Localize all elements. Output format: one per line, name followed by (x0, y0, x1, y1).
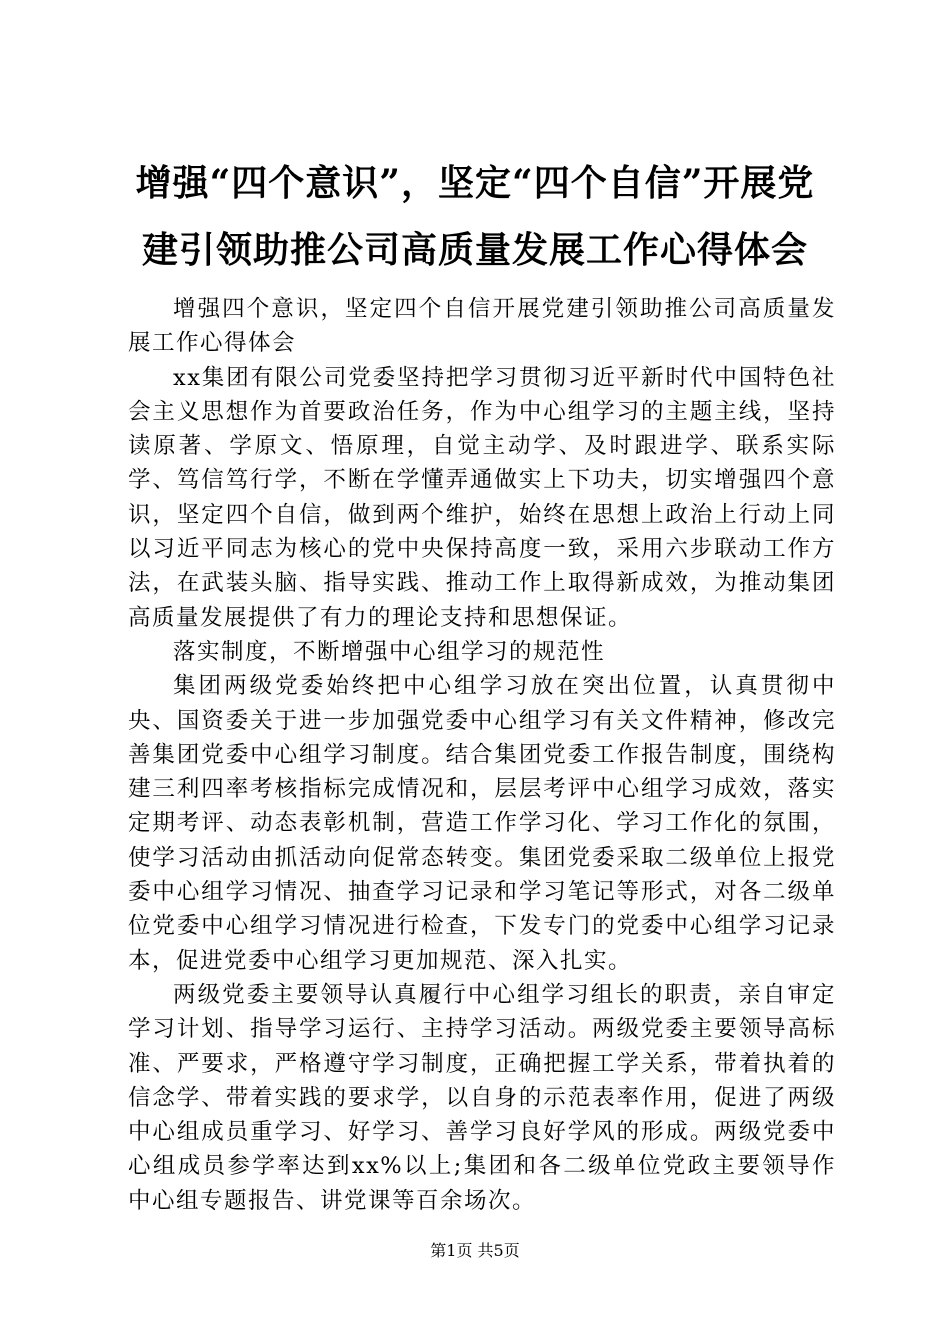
document-body (128, 292, 836, 1218)
section-heading: 落实制度，不断增强中心组学习的规范性 (173, 638, 606, 665)
page-number-footer: 第1页 共5页 (430, 1241, 520, 1260)
document-title-line-2: 建引领助推公司高质量发展工作心得体会 (141, 229, 808, 271)
document-title-line-1: 增强“四个意识”，坚定“四个自信”开展党 (135, 162, 815, 204)
paragraph-leadership: 两级党委主要领导认真履行中心组学习组长的职责，亲自审定学习计划、指导学习运行、主持学习活动。两级党委主要领导高标准、严要求，严格遵守学习制度，正确把握工学关系，带着执着的信念学、带着实践的要求学，以自身的示范表率作用，促进了两级中心组成员重学习、好学习、善学习良好学风的形成。两级党委中心组成员参学率达到xx%以上;集团和各二级单位党政主要领导作中心组专题报告、讲党课等百余场次。 (128, 981, 836, 1214)
paragraph-intro: xx集团有限公司党委坚持把学习贯彻习近平新时代中国特色社会主义思想作为首要政治任务，作为中心组学习的主题主线，坚持读原著、学原文、悟原理，自觉主动学、及时跟进学、联系实际学、笃信笃行学，不断在学懂弄通做实上下功夫，切实增强四个意识，坚定四个自信，做到两个维护，始终在思想上政治上行动上同以习近平同志为核心的党中央保持高度一致，采用六步联动工作方法，在武装头脑、指导实践、推动工作上取得新成效，为推动集团高质量发展提供了有力的理论支持和思想保证。 (128, 364, 836, 631)
paragraph-subtitle: 增强四个意识，坚定四个自信开展党建引领助推公司高质量发展工作心得体会 (128, 296, 836, 357)
paragraph-system: 集团两级党委始终把中心组学习放在突出位置，认真贯彻中央、国资委关于进一步加强党委中心组学习有关文件精神，修改完善集团党委中心组学习制度。结合集团党委工作报告制度，围绕构建三利四率考核指标完成情况和，层层考评中心组学习成效，落实定期考评、动态表彰机制，营造工作学习化、学习工作化的氛围，使学习活动由抓活动向促常态转变。集团党委采取二级单位上报党委中心组学习情况、抽查学习记录和学习笔记等形式，对各二级单位党委中心组学习情况进行检查，下发专门的党委中心组学习记录本，促进党委中心组学习更加规范、深入扎实。 (128, 673, 836, 974)
